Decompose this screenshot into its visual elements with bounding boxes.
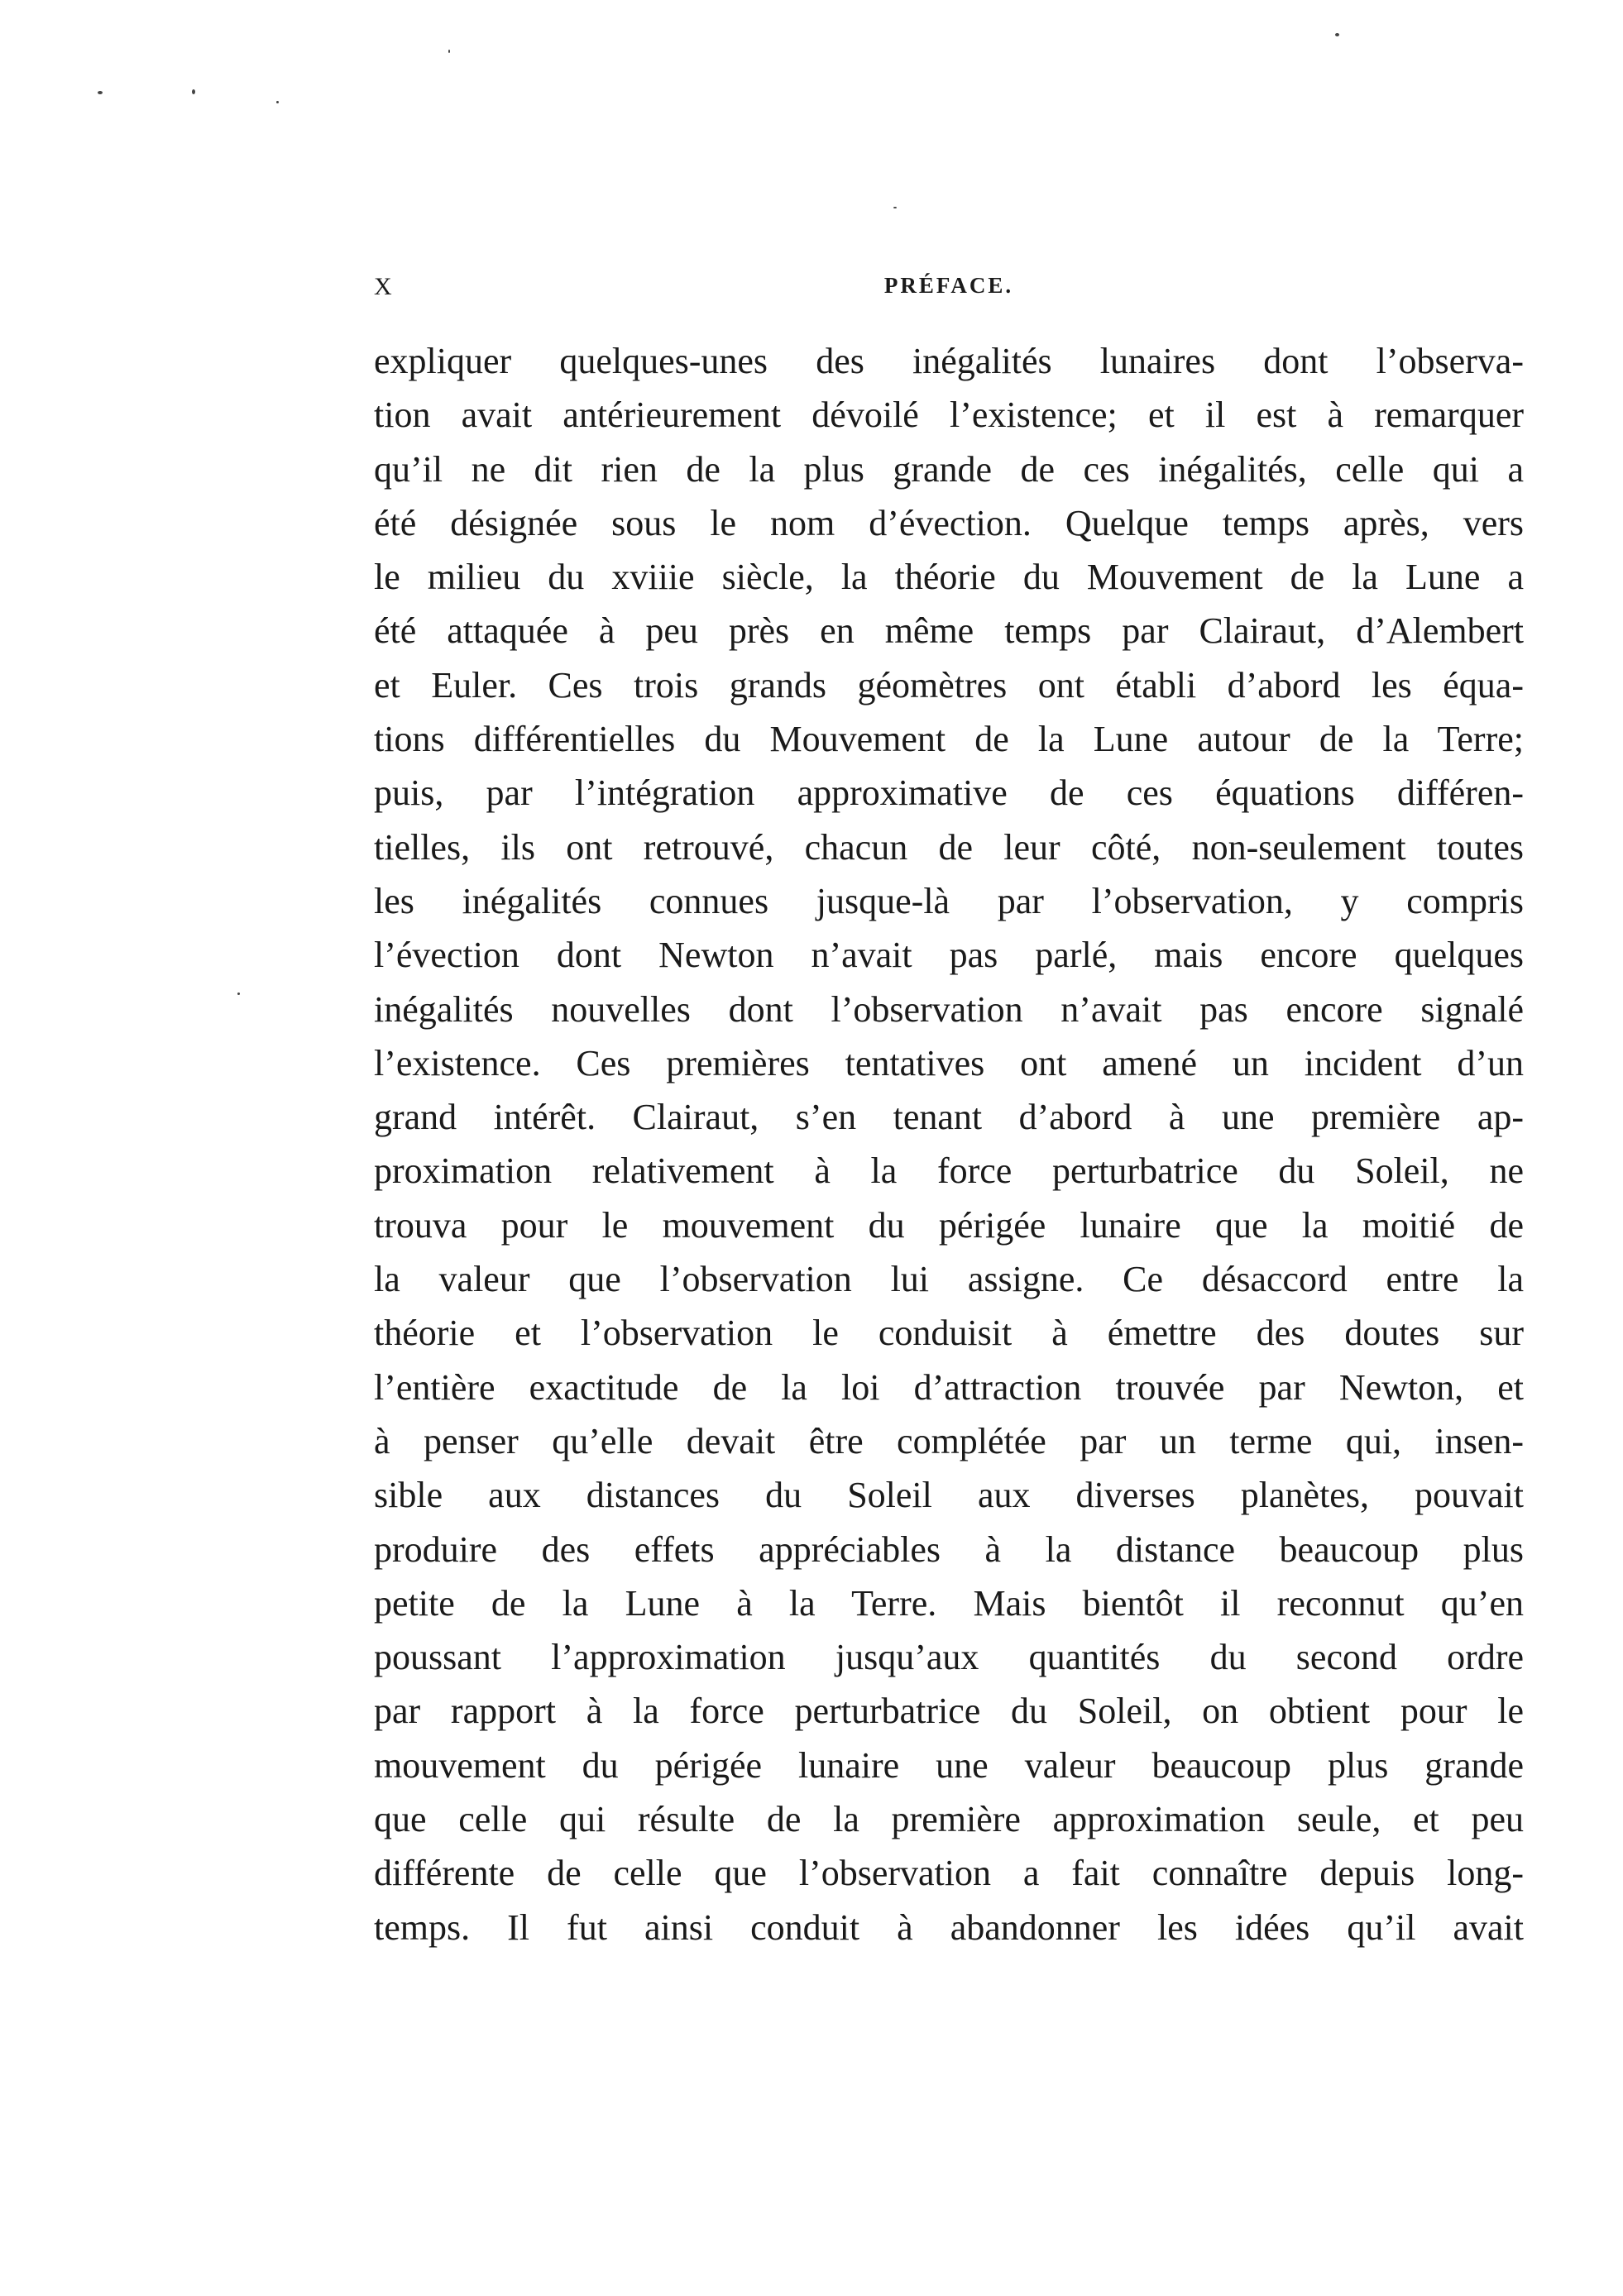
scan-speck (1335, 33, 1339, 36)
text-line: la valeur que l’observation lui assigne. Ce désaccord entre la (374, 1259, 1524, 1300)
text-line: l’entière exactitude de la loi d’attraction trouvée par Newton, et (374, 1366, 1524, 1408)
text-line: l’existence. Ces premières tentatives ont amené un incident d’un (374, 1042, 1524, 1083)
scan-speck (98, 91, 103, 94)
text-line: les inégalités connues jusque-là par l’observation, y compris (374, 880, 1524, 921)
running-head: PRÉFACE. (883, 273, 1014, 298)
text-line: tions différentielles du Mouvement de la Lune autour de la Terre; (374, 719, 1524, 760)
text-line: théorie et l’observation le conduisit à émettre des doutes sur (374, 1313, 1524, 1354)
scan-speck (192, 89, 195, 94)
text-line: qu’il ne dit rien de la plus grande de ces inégalités, celle qui a (374, 448, 1524, 490)
scan-speck (237, 993, 240, 995)
text-line: été désignée sous le nom d’évection. Quelque temps après, vers (374, 502, 1524, 543)
text-line: et Euler. Ces trois grands géomètres ont établi d’abord les équa- (374, 664, 1524, 706)
text-line: expliquer quelques-unes des inégalités lunaires dont l’observa- (374, 341, 1524, 381)
text-line: puis, par l’intégration approximative de ces équations différen- (374, 773, 1524, 814)
text-line: mouvement du périgée lunaire une valeur beaucoup plus grande (374, 1744, 1524, 1786)
body-text (374, 334, 1524, 1954)
text-line: à penser qu’elle devait être complétée par un terme qui, insen- (374, 1420, 1524, 1461)
scan-speck (893, 207, 897, 208)
text-line: été attaquée à peu près en même temps par Clairaut, d’Alembert (374, 610, 1524, 652)
text-line: poussant l’approximation jusqu’aux quantités du second ordre (374, 1637, 1524, 1678)
text-line: par rapport à la force perturbatrice du Soleil, on obtient pour le (374, 1691, 1524, 1732)
text-line: tielles, ils ont retrouvé, chacun de leur côté, non-seulement toutes (374, 826, 1524, 868)
text-line: que celle qui résulte de la première approximation seule, et peu (374, 1799, 1524, 1840)
text-line: temps. Il fut ainsi conduit à abandonner les idées qu’il avait (374, 1906, 1524, 1948)
text-line: petite de la Lune à la Terre. Mais bientôt il reconnut qu’en (374, 1582, 1524, 1624)
text-line: inégalités nouvelles dont l’observation n’avait pas encore signalé (374, 988, 1524, 1030)
page-header (374, 273, 1524, 314)
text-line: grand intérêt. Clairaut, s’en tenant d’abord à une première ap- (374, 1097, 1524, 1138)
text-line: proximation relativement à la force perturbatrice du Soleil, ne (374, 1150, 1524, 1192)
text-line: le milieu du xviiie siècle, la théorie du Mouvement de la Lune a (374, 557, 1524, 598)
text-line: sible aux distances du Soleil aux diverses planètes, pouvait (374, 1475, 1524, 1516)
page-number: X (374, 273, 393, 300)
text-line: tion avait antérieurement dévoilé l’existence; et il est à remarquer (374, 395, 1524, 436)
text-line: différente de celle que l’observation a fait connaître depuis long- (374, 1853, 1524, 1894)
text-line: produire des effets appréciables à la distance beaucoup plus (374, 1528, 1524, 1570)
text-line: trouva pour le mouvement du périgée lunaire que la moitié de (374, 1204, 1524, 1246)
text-line: l’évection dont Newton n’avait pas parlé, mais encore quelques (374, 935, 1524, 976)
scan-speck (448, 50, 450, 53)
scan-speck (276, 101, 279, 103)
